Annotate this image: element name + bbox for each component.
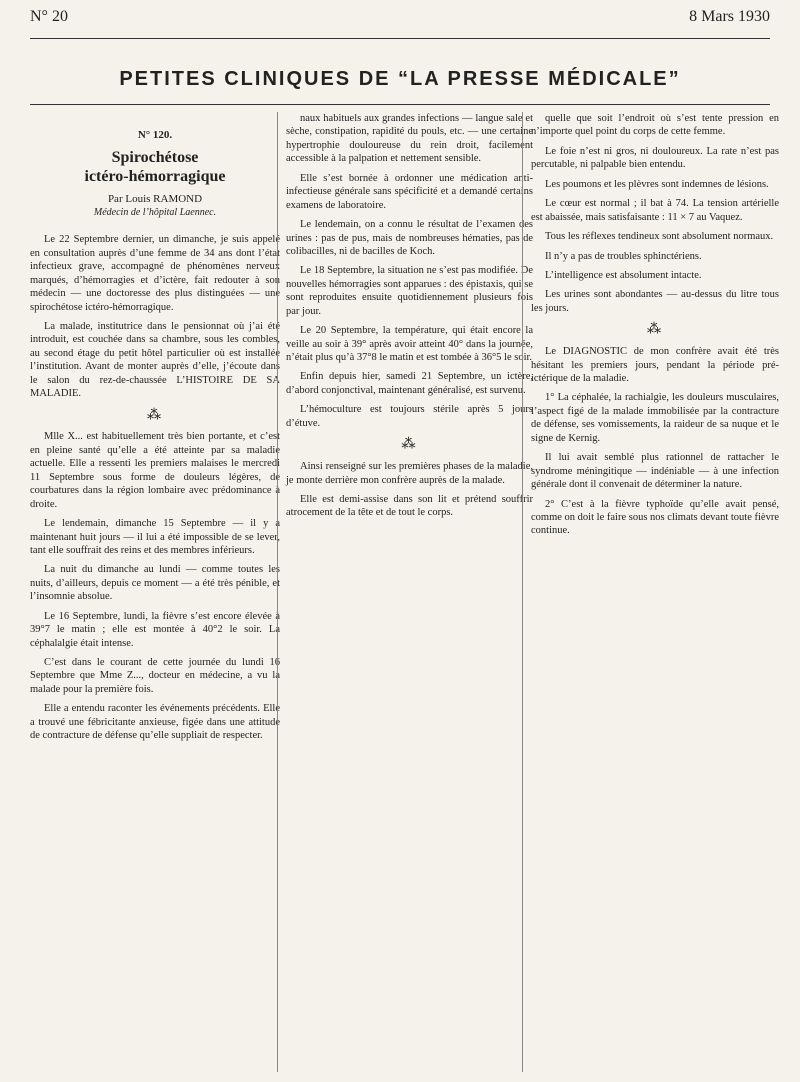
col2-paragraph: naux habituels aux grandes infections — langue sale et sèche, constipation, rapidité du pouls, etc. — une certaine hypertrophie douloureuse du rein droit, facilement accessible à la palpation et nettement sensible. bbox=[286, 113, 533, 165]
issue-number: N° 20 bbox=[30, 8, 68, 25]
column-1 bbox=[30, 112, 280, 1072]
article-affiliation: Médecin de l’hôpital Laennec. bbox=[93, 206, 217, 218]
col2-paragraph: Ainsi renseigné sur les premières phases de la maladie, je monte derrière mon confrère auprès de la malade. bbox=[286, 461, 533, 486]
section-divider-stars: ⁂ bbox=[647, 322, 663, 338]
section-divider-stars: ⁂ bbox=[147, 407, 163, 423]
title-rule bbox=[30, 104, 770, 105]
article-title-line-1: Spirochétose bbox=[111, 149, 199, 167]
column-3 bbox=[522, 112, 779, 1072]
section-divider-stars: ⁂ bbox=[401, 437, 418, 453]
col3-paragraph: quelle que soit l’endroit où s’est tente pression en n’importe quel point du corps de cette femme. bbox=[531, 113, 779, 138]
header-rule bbox=[30, 38, 770, 39]
article-number: N° 120. bbox=[137, 129, 173, 141]
article-title bbox=[30, 148, 280, 186]
col2-paragraph: Elle est demi-assise dans son lit et prétend souffrir atrocement de la tête et de tout le corps. bbox=[286, 493, 533, 519]
col2-paragraph: Elle s’est bornée à ordonner une médication anti-infectieuse générale sans spécificité et a demandé certains examens de laboratoire. bbox=[286, 172, 533, 211]
col3-paragraph: Le DIAGNOSTIC de mon confrère avait été très hésitant les premiers jours, pendant la période pré-ictérique de la maladie. bbox=[531, 346, 779, 385]
col1-paragraph: Le 16 Septembre, lundi, la fièvre s’est encore élevée à 39°7 le matin ; elle est montée à 40°2 le soir. La céphalalgie était intense. bbox=[30, 610, 280, 649]
col2-paragraph: Le 20 Septembre, la température, qui était encore la veille au soir à 39° après avoir atteint 40° dans la journée, n’était plus qu’à 37°8 le matin et est tombée à 36°5 le soir. bbox=[286, 325, 533, 363]
col2-paragraph: Enfin depuis hier, samedi 21 Septembre, un ictère, d’abord conjonctival, maintenant généralisé, est survenu. bbox=[286, 371, 533, 396]
col1-paragraph: Le 22 Septembre dernier, un dimanche, je suis appelé en consultation auprès d’une femme de 34 ans dont l’état infectieux grave, accompagné de phénomènes nerveux marqués, d’hémorragies et d’ictère, fait redouter à son médecin — une doctoresse des plus distinguées — une spirochétose ictéro-hémorragique. bbox=[30, 234, 280, 313]
col2-paragraph: Le lendemain, on a connu le résultat de l’examen des urines : pas de pus, mais de nombreuses hématies, pas de colibacilles, ni de bacilles de Koch. bbox=[286, 219, 533, 257]
col3-paragraph: L’intelligence est absolument intacte. bbox=[545, 269, 702, 281]
page-header bbox=[30, 8, 770, 38]
issue-date: 8 Mars 1930 bbox=[689, 8, 770, 25]
col3-paragraph: Le foie n’est ni gros, ni douloureux. La rate n’est pas percutable, ni palpable bien entendu. bbox=[531, 145, 779, 171]
col3-paragraph: Les urines sont abondantes — au-dessus du litre tous les jours. bbox=[531, 289, 779, 314]
col1-paragraph: C’est dans le courant de cette journée du lundi 16 Septembre que Mme Z..., docteur en médecine, a vu la malade pour la première fois. bbox=[30, 657, 280, 695]
col1-paragraph: Elle a entendu raconter les événements précédents. Elle a trouvé une fébricitante anxieuse, figée dans une attitude de contracture de défense qu’elle suppliait de respecter. bbox=[30, 703, 280, 742]
col3-paragraph: Les poumons et les plèvres sont indemnes de lésions. bbox=[545, 178, 769, 190]
col3-paragraph: Tous les réflexes tendineux sont absolument normaux. bbox=[545, 231, 774, 243]
col2-paragraph: L’hémoculture est toujours stérile après 5 jours d’étuve. bbox=[286, 404, 533, 429]
col1-paragraph: Mlle X... est habituellement très bien portante, et c’est en pleine santé qu’elle a été atteinte par sa maladie actuelle. Elle a ressenti les premiers malaises le mercredi 11 Septembre sous forme de douleurs légères, de courbatures dans la région lombaire avec prédominance à droite. bbox=[30, 431, 280, 510]
col3-paragraph: Il lui avait semblé plus rationnel de rattacher le syndrome méningitique — indéniable — à une infection générale dont il convenait de déterminer la nature. bbox=[531, 452, 779, 491]
column-2 bbox=[277, 112, 533, 1072]
col1-paragraph: La nuit du dimanche au lundi — comme toutes les nuits, d’ailleurs, depuis ce moment — a été très pénible, et l’insomnie absolue. bbox=[30, 564, 280, 603]
col2-paragraph: Le 18 Septembre, la situation ne s’est pas modifiée. De nouvelles hémorragies sont apparues : des épistaxis, qui se sont reproduites ensuite quotidiennement plusieurs fois par jour. bbox=[286, 265, 533, 317]
col3-paragraph: 1° La céphalée, la rachialgie, les douleurs musculaires, l’aspect figé de la malade immobilisée par la contracture de défense, ses vomissements, la raideur de sa nuque et le signe de Kernig. bbox=[531, 392, 779, 444]
col3-paragraph: 2° C’est à la fièvre typhoïde qu’elle avait pensé, comme on doit le faire sous nos climats devant toute fièvre continue. bbox=[531, 498, 779, 537]
article-title-line-2: ictéro-hémorragique bbox=[84, 168, 226, 186]
col1-paragraph: La malade, institutrice dans le pensionnat où j’ai été introduit, est couchée dans sa chambre, sous les combles, au second étage du petit hôtel particulier où est installée l’institution. Avant de monter auprès d’elle, j’écoute dans le salon du rez-de-chaussée L’HISTOIRE DE SA MALADIE. bbox=[30, 320, 280, 400]
col3-paragraph: Le cœur est normal ; il bat à 74. La tension artérielle est abaissée, mais satisfaisante : 11 × 7 au Vaquez. bbox=[531, 198, 779, 223]
col1-paragraph: Le lendemain, dimanche 15 Septembre — il y a maintenant huit jours — il lui a été impossible de se lever, tant elle souffrait des reins et des membres inférieurs. bbox=[30, 518, 280, 556]
section-title: PETITES CLINIQUES DE “LA PRESSE MÉDICALE” bbox=[119, 68, 681, 90]
article-byline: Par Louis RAMOND bbox=[107, 193, 203, 206]
col3-paragraph: Il n’y a pas de troubles sphinctériens. bbox=[545, 250, 702, 262]
